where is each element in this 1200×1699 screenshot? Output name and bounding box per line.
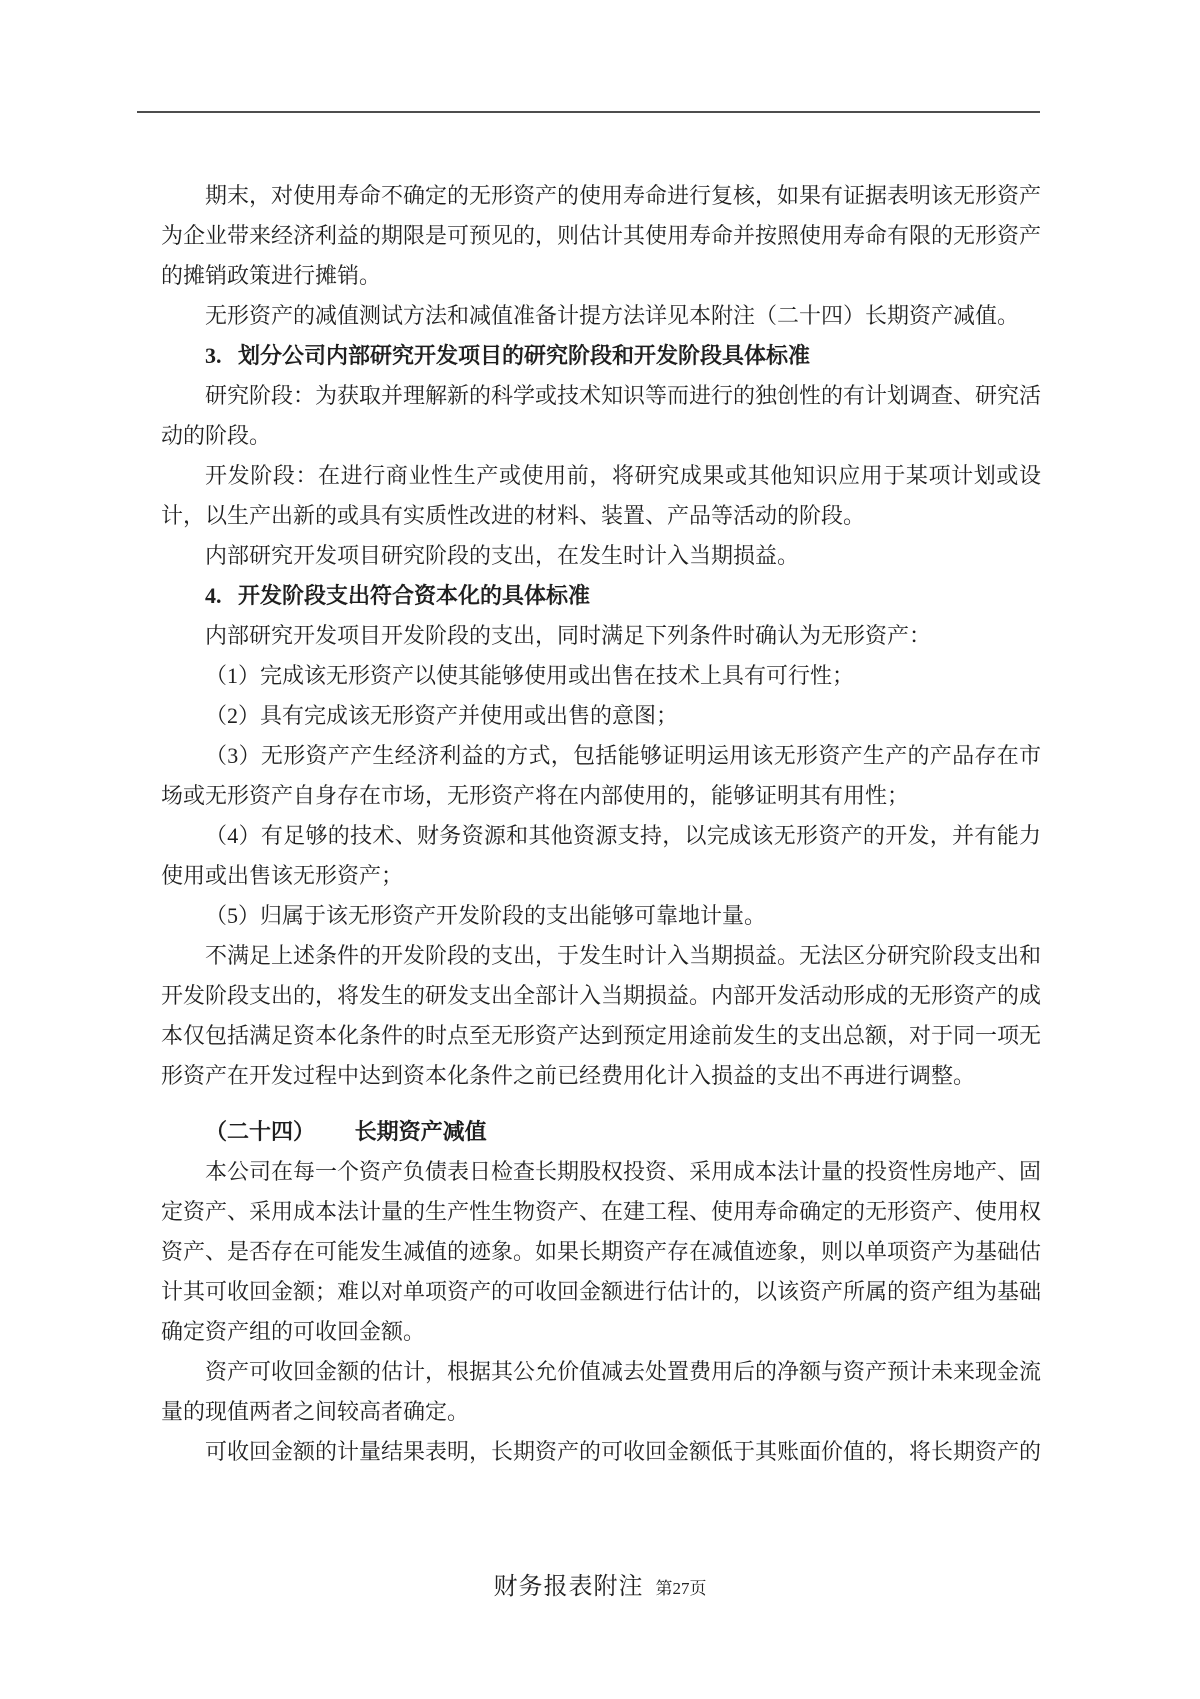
list-item-condition-5: （5）归属于该无形资产开发阶段的支出能够可靠地计量。 [205,903,767,928]
list-item-condition-3: （3）无形资产产生经济利益的方式，包括能够证明运用该无形资产生产的产品存在市场或无形资产自身存在市场，无形资产将在内部使用的，能够证明其有用性； [161,743,1041,808]
paragraph-development-phase: 开发阶段：在进行商业性生产或使用前，将研究成果或其他知识应用于某项计划或设计，以生产出新的或具有实质性改进的材料、装置、产品等活动的阶段。 [161,463,1041,528]
document-body [161,176,1041,1472]
heading-text: 划分公司内部研究开发项目的研究阶段和开发阶段具体标准 [238,343,811,368]
page-footer [0,1566,1200,1601]
paragraph-recoverable-result: 可收回金额的计量结果表明，长期资产的可收回金额低于其账面价值的，将长期资产的 [205,1439,1042,1464]
paragraph-impairment-reference: 无形资产的减值测试方法和减值准备计提方法详见本附注（二十四）长期资产减值。 [205,303,1020,328]
paragraph-impairment-check: 本公司在每一个资产负债表日检查长期股权投资、采用成本法计量的投资性房地产、固定资产、采用成本法计量的生产性生物资产、在建工程、使用寿命确定的无形资产、使用权资产、是否存在可能发生减值的迹象。如果长期资产存在减值迹象，则以单项资产为基础估计其可收回金额；难以对单项资产的可收回金额进行估计的，以该资产所属的资产组为基础确定资产组的可收回金额。 [161,1159,1042,1344]
section-heading-3 [161,336,1041,376]
heading-number: 4. [205,583,222,608]
section-heading-4 [161,576,1041,616]
paragraph-research-phase: 研究阶段：为获取并理解新的科学或技术知识等而进行的独创性的有计划调查、研究活动的阶段。 [161,383,1042,448]
list-item-condition-2: （2）具有完成该无形资产并使用或出售的意图； [205,703,679,728]
paragraph-unmet-conditions: 不满足上述条件的开发阶段的支出，于发生时计入当期损益。无法区分研究阶段支出和开发阶段支出的，将发生的研发支出全部计入当期损益。内部开发活动形成的无形资产的成本仅包括满足资本化条件的时点至无形资产达到预定用途前发生的支出总额，对于同一项无形资产在开发过程中达到资本化条件之前已经费用化计入损益的支出不再进行调整。 [161,943,1042,1088]
paragraph-capitalization-intro: 内部研究开发项目开发阶段的支出，同时满足下列条件时确认为无形资产： [205,623,932,648]
heading-text: 开发阶段支出符合资本化的具体标准 [238,583,591,608]
paragraph-research-expense: 内部研究开发项目研究阶段的支出，在发生时计入当期损益。 [205,543,800,568]
header-rule [137,111,1040,113]
heading-number: （二十四） [205,1119,316,1144]
heading-number: 3. [205,343,222,368]
footer-title: 财务报表附注 [493,1574,644,1600]
section-heading-24 [161,1112,1041,1152]
list-item-condition-4: （4）有足够的技术、财务资源和其他资源支持，以完成该无形资产的开发，并有能力使用或出售该无形资产； [161,823,1041,888]
paragraph-amortization-review: 期末，对使用寿命不确定的无形资产的使用寿命进行复核，如果有证据表明该无形资产为企业带来经济利益的期限是可预见的，则估计其使用寿命并按照使用寿命有限的无形资产的摊销政策进行摊销。 [161,183,1042,288]
heading-text: 长期资产减值 [354,1119,487,1144]
footer-page-number: 第27页 [655,1579,707,1598]
list-item-condition-1: （1）完成该无形资产以使其能够使用或出售在技术上具有可行性； [205,663,855,688]
paragraph-recoverable-estimate: 资产可收回金额的估计，根据其公允价值减去处置费用后的净额与资产预计未来现金流量的现值两者之间较高者确定。 [161,1359,1042,1424]
